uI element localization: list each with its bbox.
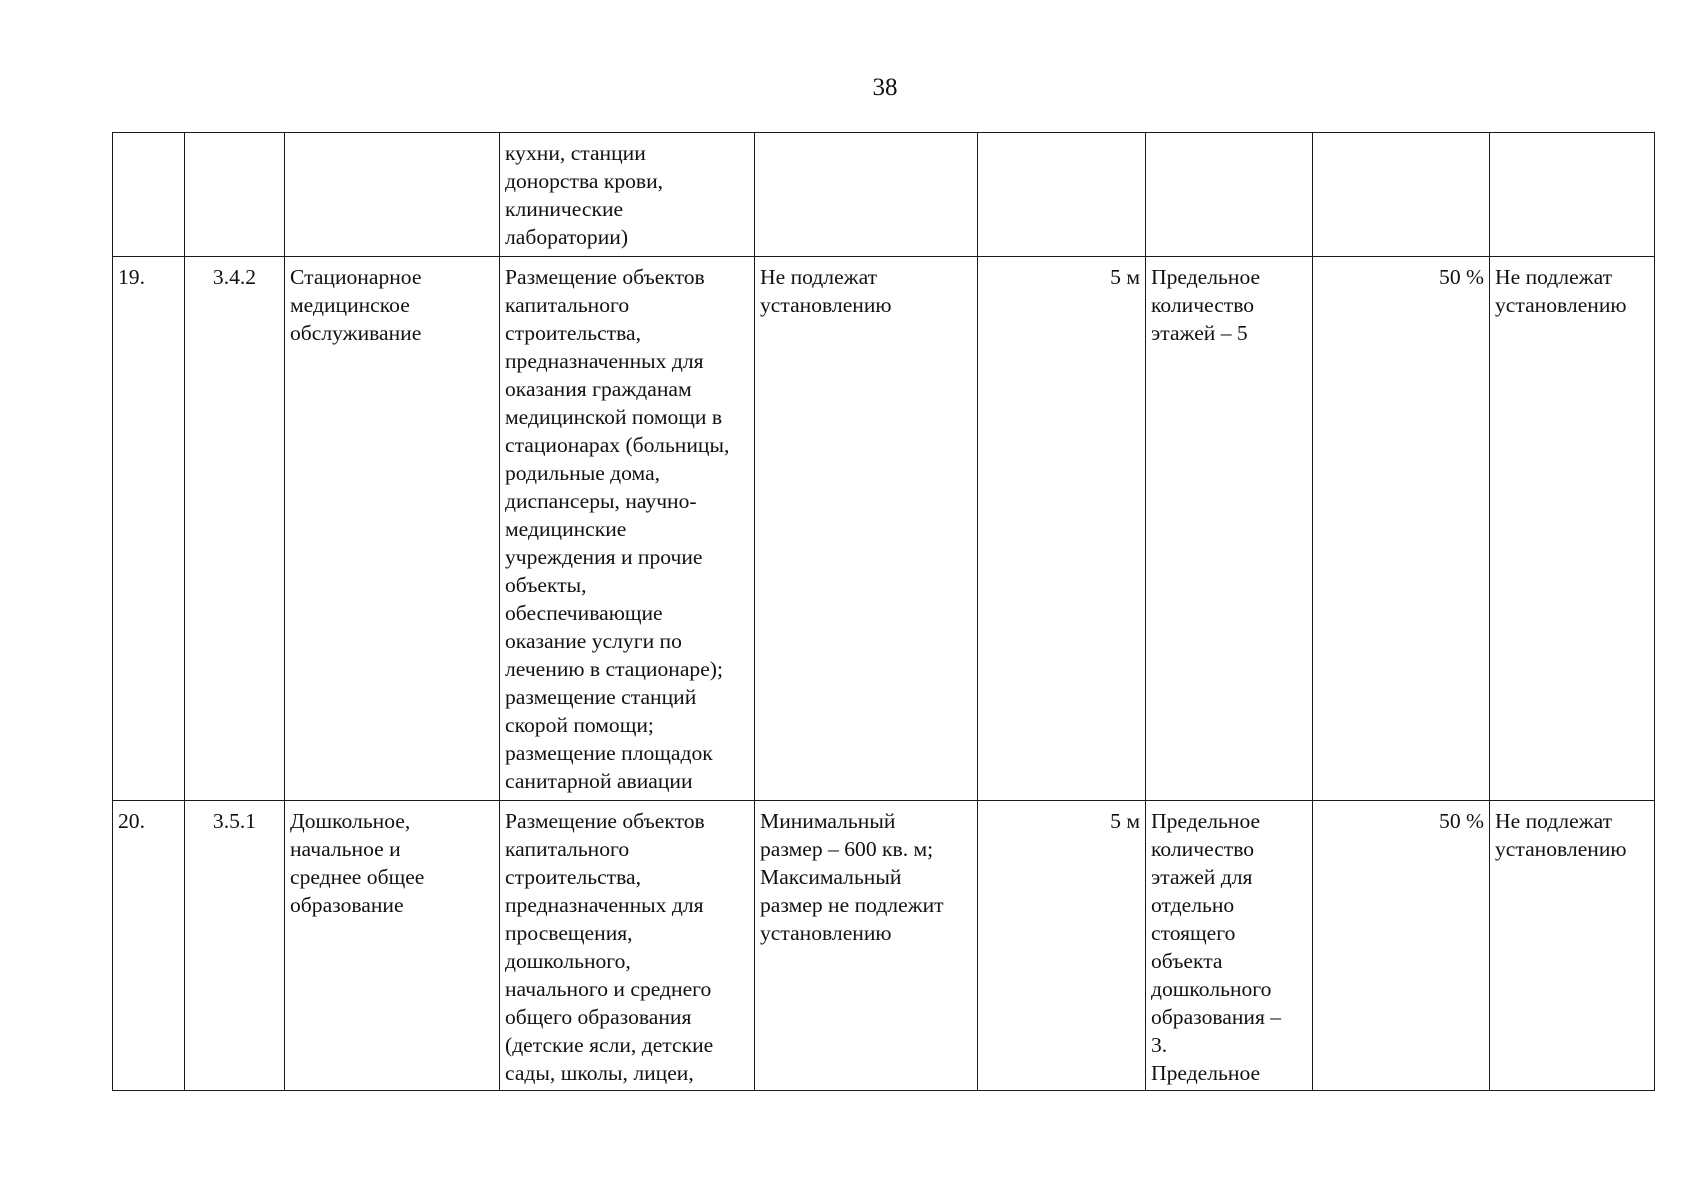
land-use-code-cell: 3.5.1: [185, 801, 285, 1091]
land-use-name-cell: Стационарное медицинское обслуживание: [285, 257, 500, 801]
table-row-continuation: [113, 133, 1655, 257]
table-row-19: [113, 257, 1655, 801]
land-use-description-cell: кухни, станции донорства крови, клинические лаборатории): [500, 133, 755, 257]
setback-cell: [978, 133, 1146, 257]
floors-cell: Предельное количество этажей – 5: [1146, 257, 1313, 801]
land-use-name-cell: Дошкольное, начальное и среднее общее образование: [285, 801, 500, 1091]
coverage-cell: 50 %: [1313, 257, 1490, 801]
setback-cell: 5 м: [978, 801, 1146, 1091]
table-row-20: [113, 801, 1655, 1091]
floors-cell: Предельное количество этажей для отдельно стоящего объекта дошкольного образования – 3. Предельное: [1146, 801, 1313, 1091]
setback-cell: 5 м: [978, 257, 1146, 801]
land-use-name-cell: [285, 133, 500, 257]
page-number: 38: [872, 74, 898, 101]
other-params-cell: [1490, 133, 1655, 257]
land-use-description-cell: Размещение объектов капитального строительства, предназначенных для оказания гражданам медицинской помощи в стационарах (больницы, родильные дома, диспансеры, научно- медицинские учреждения и прочие объекты, обеспечивающие оказание услуги по лечению в стационаре); размещение станций скорой помощи; размещение площадок санитарной авиации: [500, 257, 755, 801]
row-number-cell: [113, 133, 185, 257]
coverage-cell: 50 %: [1313, 801, 1490, 1091]
plot-size-cell: [755, 133, 978, 257]
other-params-cell: Не подлежат установлению: [1490, 801, 1655, 1091]
zoning-regulations-table: [112, 132, 1655, 1091]
row-number-cell: 19.: [113, 257, 185, 801]
other-params-cell: Не подлежат установлению: [1490, 257, 1655, 801]
land-use-description-cell: Размещение объектов капитального строительства, предназначенных для просвещения, дошкольного, начального и среднего общего образования (детские ясли, детские сады, школы, лицеи,: [500, 801, 755, 1091]
land-use-code-cell: 3.4.2: [185, 257, 285, 801]
land-use-code-cell: [185, 133, 285, 257]
coverage-cell: [1313, 133, 1490, 257]
plot-size-cell: Минимальный размер – 600 кв. м; Максимальный размер не подлежит установлению: [755, 801, 978, 1091]
plot-size-cell: Не подлежат установлению: [755, 257, 978, 801]
floors-cell: [1146, 133, 1313, 257]
row-number-cell: 20.: [113, 801, 185, 1091]
